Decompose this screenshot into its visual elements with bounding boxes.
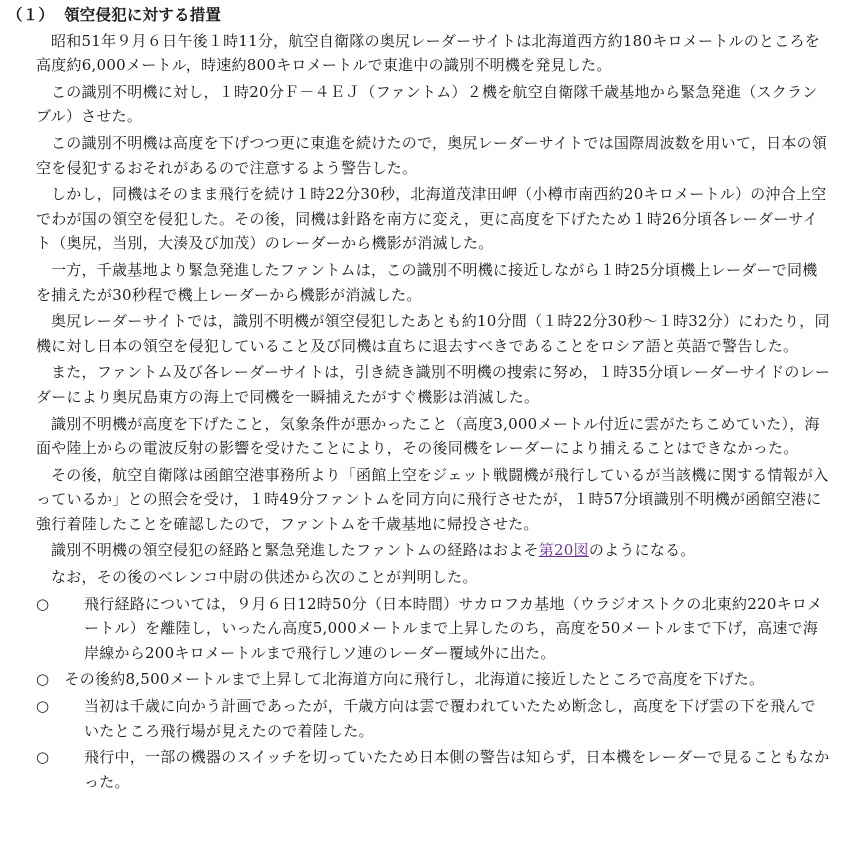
paragraph-statement-intro: なお，その後のベレンコ中尉の供述から次のことが判明した。 <box>51 568 478 587</box>
list-item-text: 飛行経路については，９月６日12時50分（日本時間）サカロフカ基地（ウラジオストクの北東約220キロメートル）を離陸し，いったん高度5,000メートルまで上昇したのち，高度を50メートルまで下げ，高速で海岸線から200キロメートルまで飛行しソ連のレーダー覆域外に出た。 <box>84 594 823 662</box>
paragraph-search: また，ファントム及び各レーダーサイトは，引き続き識別不明機の捜索に努め，１時35分頃レーダーサイドのレーダーにより奥尻島東方の海上で同機を一瞬捕えたがすぐ機影は消滅した。 <box>36 363 831 406</box>
section-title: 領空侵犯に対する措置 <box>64 5 222 24</box>
list-item-text: その後約8,500メートルまで上昇して北海道方向に飛行し，北海道に接近したところで高度を下げた。 <box>64 670 765 689</box>
paragraph-warning: この識別不明機は高度を下げつつ更に東進を続けたので，奥尻レーダーサイトでは国際周波数を用いて，日本の領空を侵犯するおそれがあるので注意するよう警告した。 <box>36 133 828 177</box>
circle-bullet-icon: ○ <box>36 697 50 716</box>
list-item <box>36 667 831 692</box>
paragraph-route <box>36 538 831 563</box>
list-item <box>36 694 831 743</box>
figure-20-link[interactable]: 第20図 <box>538 541 589 560</box>
paragraph-conditions: 識別不明機が高度を下げたこと，気象条件が悪かったこと（高度3,000メートル付近に雲がたちこめていた），海面や陸上からの電波反射の影響を受けたことにより，その後同機をレーダーにより捕えることはできなかった。 <box>36 414 820 458</box>
paragraph-detection: 昭和51年９月６日午後１時11分，航空自衛隊の奥尻レーダーサイトは北海道西方約180キロメートルのところを高度約6,000メートル，時速約800キロメートルで東進中の識別不明機を発見した。 <box>36 31 821 75</box>
list-item <box>36 745 831 794</box>
paragraph-landing: その後，航空自衛隊は函館空港事務所より「函館上空をジェット戦闘機が飛行しているが当該機に関する情報が入っているか」との照会を受け，１時49分ファントムを同方向に飛行させたが，１時57分頃識別不明機が函館空港に強行着陸したことを確認したので，ファントムを千歳基地に帰投させた。 <box>36 465 829 533</box>
section-heading <box>7 3 831 28</box>
list-item-text: 当初は千歳に向かう計画であったが，千歳方向は雲で覆われていたため断念し，高度を下げ雲の下を飛んでいたところ飛行場が見えたので着陸した。 <box>84 697 816 740</box>
circle-bullet-icon: ○ <box>36 670 50 689</box>
route-text-after: のようになる。 <box>588 541 696 560</box>
circle-bullet-icon: ○ <box>36 594 50 613</box>
list-item <box>36 592 831 666</box>
paragraph-violation: しかし，同機はそのまま飛行を続け１時22分30秒，北海道茂津田岬（小樽市南西約20キロメートル）の沖合上空でわが国の領空を侵犯した。その後，同機は針路を南方に変え，更に高度を下げたため１時26分頃各レーダーサイト（奥尻，当別，大湊及び加茂）のレーダーから機影が消滅した。 <box>36 185 827 253</box>
circle-bullet-icon: ○ <box>36 748 50 767</box>
paragraph-scramble: この識別不明機に対し，１時20分Ｆ－４ＥＪ（ファントム）２機を航空自衛隊千歳基地から緊急発進（スクランブル）させた。 <box>36 82 818 126</box>
paragraph-continued-warning: 奥尻レーダーサイトでは，識別不明機が領空侵犯したあとも約10分間（１時22分30秒～１時32分）にわたり，同機に対し日本の領空を侵犯していること及び同機は直ちに退去すべきであることをロシア語と英語で警告した。 <box>36 312 830 355</box>
route-text-before: 識別不明機の領空侵犯の経路と緊急発進したファントムの経路はおよそ <box>51 541 539 560</box>
paragraph-phantom-contact: 一方，千歳基地より緊急発進したファントムは，この識別不明機に接近しながら１時25分頃機上レーダーで同機を捕えたが30秒程で機上レーダーから機影が消滅した。 <box>36 260 818 304</box>
section-number: （１） <box>7 5 55 24</box>
list-item-text: 飛行中，一部の機器のスイッチを切っていたため日本側の警告は知らず，日本機をレーダーで見ることもなかった。 <box>84 748 830 791</box>
